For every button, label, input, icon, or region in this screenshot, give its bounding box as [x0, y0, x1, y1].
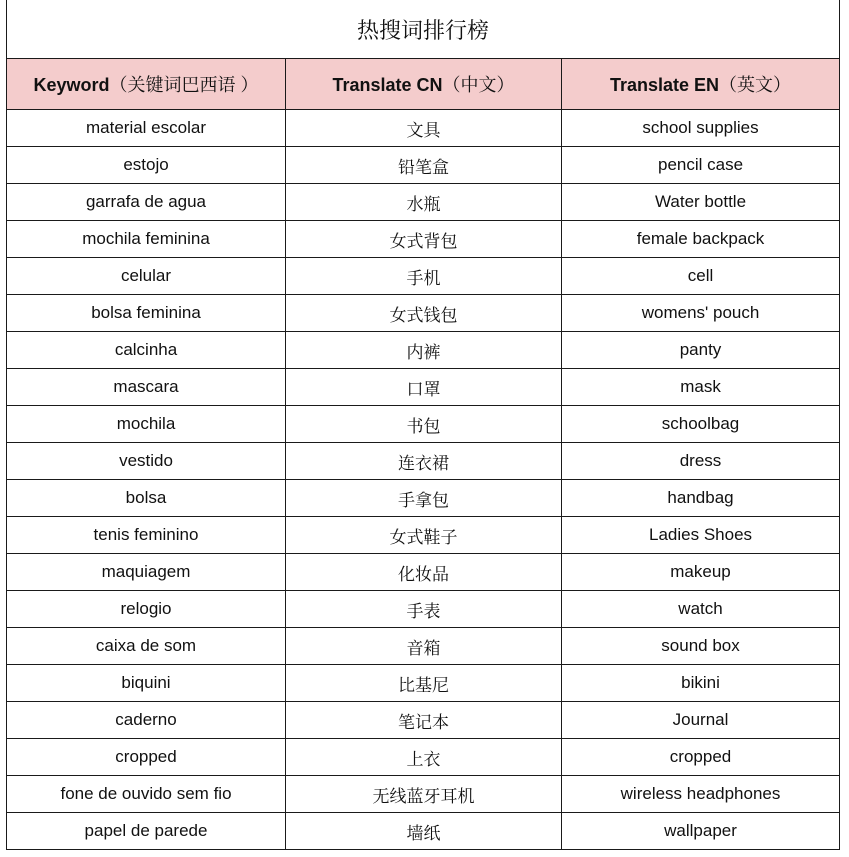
- translate-cn-cell: 笔记本: [286, 702, 562, 739]
- table-row: [7, 739, 840, 776]
- header-translate-cn: [286, 59, 562, 110]
- keyword-cell: garrafa de agua: [7, 184, 286, 221]
- keyword-cell: mochila: [7, 406, 286, 443]
- table-row: [7, 147, 840, 184]
- keyword-cell: biquini: [7, 665, 286, 702]
- keyword-cell: bolsa: [7, 480, 286, 517]
- keyword-cell: vestido: [7, 443, 286, 480]
- translate-en-cell: makeup: [562, 554, 840, 591]
- table-row: [7, 776, 840, 813]
- header-translate-en: [562, 59, 840, 110]
- translate-en-cell: handbag: [562, 480, 840, 517]
- translate-en-cell: Water bottle: [562, 184, 840, 221]
- keyword-cell: cropped: [7, 739, 286, 776]
- translate-en-cell: cropped: [562, 739, 840, 776]
- table-row: [7, 110, 840, 147]
- keyword-cell: mascara: [7, 369, 286, 406]
- translate-cn-cell: 铅笔盒: [286, 147, 562, 184]
- table-row: [7, 332, 840, 369]
- translate-cn-cell: 上衣: [286, 739, 562, 776]
- translate-cn-cell: 手拿包: [286, 480, 562, 517]
- translate-en-cell: pencil case: [562, 147, 840, 184]
- keyword-cell: caixa de som: [7, 628, 286, 665]
- translate-en-cell: Journal: [562, 702, 840, 739]
- table-row: [7, 813, 840, 850]
- keyword-cell: mochila feminina: [7, 221, 286, 258]
- table-row: [7, 591, 840, 628]
- translate-cn-cell: 口罩: [286, 369, 562, 406]
- translate-cn-cell: 手机: [286, 258, 562, 295]
- table-row: [7, 554, 840, 591]
- header-keyword-note: （关键词巴西语 ）: [109, 75, 259, 95]
- translate-en-cell: panty: [562, 332, 840, 369]
- table-row: [7, 443, 840, 480]
- header-keyword: [7, 59, 286, 110]
- translate-cn-cell: 比基尼: [286, 665, 562, 702]
- translate-cn-cell: 女式钱包: [286, 295, 562, 332]
- header-keyword-label: Keyword: [33, 75, 110, 95]
- table-row: [7, 628, 840, 665]
- keyword-cell: calcinha: [7, 332, 286, 369]
- title-row: [7, 0, 840, 59]
- keyword-cell: maquiagem: [7, 554, 286, 591]
- keyword-cell: papel de parede: [7, 813, 286, 850]
- header-translate-en-note: （英文）: [719, 75, 792, 95]
- table-body: [7, 110, 840, 850]
- translate-cn-cell: 水瓶: [286, 184, 562, 221]
- table-row: [7, 184, 840, 221]
- table-row: [7, 665, 840, 702]
- table-row: [7, 480, 840, 517]
- table-row: [7, 258, 840, 295]
- translate-en-cell: wallpaper: [562, 813, 840, 850]
- translate-cn-cell: 连衣裙: [286, 443, 562, 480]
- header-translate-cn-label: Translate CN: [332, 75, 443, 95]
- keyword-table-container: [6, 0, 839, 852]
- translate-en-cell: Ladies Shoes: [562, 517, 840, 554]
- keyword-table: [6, 0, 840, 850]
- translate-en-cell: school supplies: [562, 110, 840, 147]
- translate-cn-cell: 化妆品: [286, 554, 562, 591]
- translate-cn-cell: 音箱: [286, 628, 562, 665]
- translate-en-cell: bikini: [562, 665, 840, 702]
- translate-en-cell: watch: [562, 591, 840, 628]
- translate-en-cell: female backpack: [562, 221, 840, 258]
- table-row: [7, 369, 840, 406]
- keyword-cell: bolsa feminina: [7, 295, 286, 332]
- translate-en-cell: cell: [562, 258, 840, 295]
- translate-cn-cell: 无线蓝牙耳机: [286, 776, 562, 813]
- header-translate-en-label: Translate EN: [609, 75, 720, 95]
- translate-cn-cell: 手表: [286, 591, 562, 628]
- translate-en-cell: dress: [562, 443, 840, 480]
- translate-en-cell: mask: [562, 369, 840, 406]
- table-row: [7, 406, 840, 443]
- translate-cn-cell: 女式背包: [286, 221, 562, 258]
- header-translate-cn-note: （中文）: [442, 75, 515, 95]
- table-row: [7, 517, 840, 554]
- keyword-cell: fone de ouvido sem fio: [7, 776, 286, 813]
- table-title: 热搜词排行榜: [7, 0, 840, 59]
- translate-cn-cell: 墙纸: [286, 813, 562, 850]
- header-row: [7, 59, 840, 110]
- translate-cn-cell: 书包: [286, 406, 562, 443]
- translate-en-cell: sound box: [562, 628, 840, 665]
- keyword-cell: estojo: [7, 147, 286, 184]
- keyword-cell: material escolar: [7, 110, 286, 147]
- keyword-cell: celular: [7, 258, 286, 295]
- translate-en-cell: wireless headphones: [562, 776, 840, 813]
- table-row: [7, 295, 840, 332]
- table-row: [7, 702, 840, 739]
- translate-cn-cell: 女式鞋子: [286, 517, 562, 554]
- table-row: [7, 221, 840, 258]
- translate-en-cell: schoolbag: [562, 406, 840, 443]
- keyword-cell: relogio: [7, 591, 286, 628]
- translate-cn-cell: 文具: [286, 110, 562, 147]
- keyword-cell: tenis feminino: [7, 517, 286, 554]
- keyword-cell: caderno: [7, 702, 286, 739]
- translate-cn-cell: 内裤: [286, 332, 562, 369]
- translate-en-cell: womens' pouch: [562, 295, 840, 332]
